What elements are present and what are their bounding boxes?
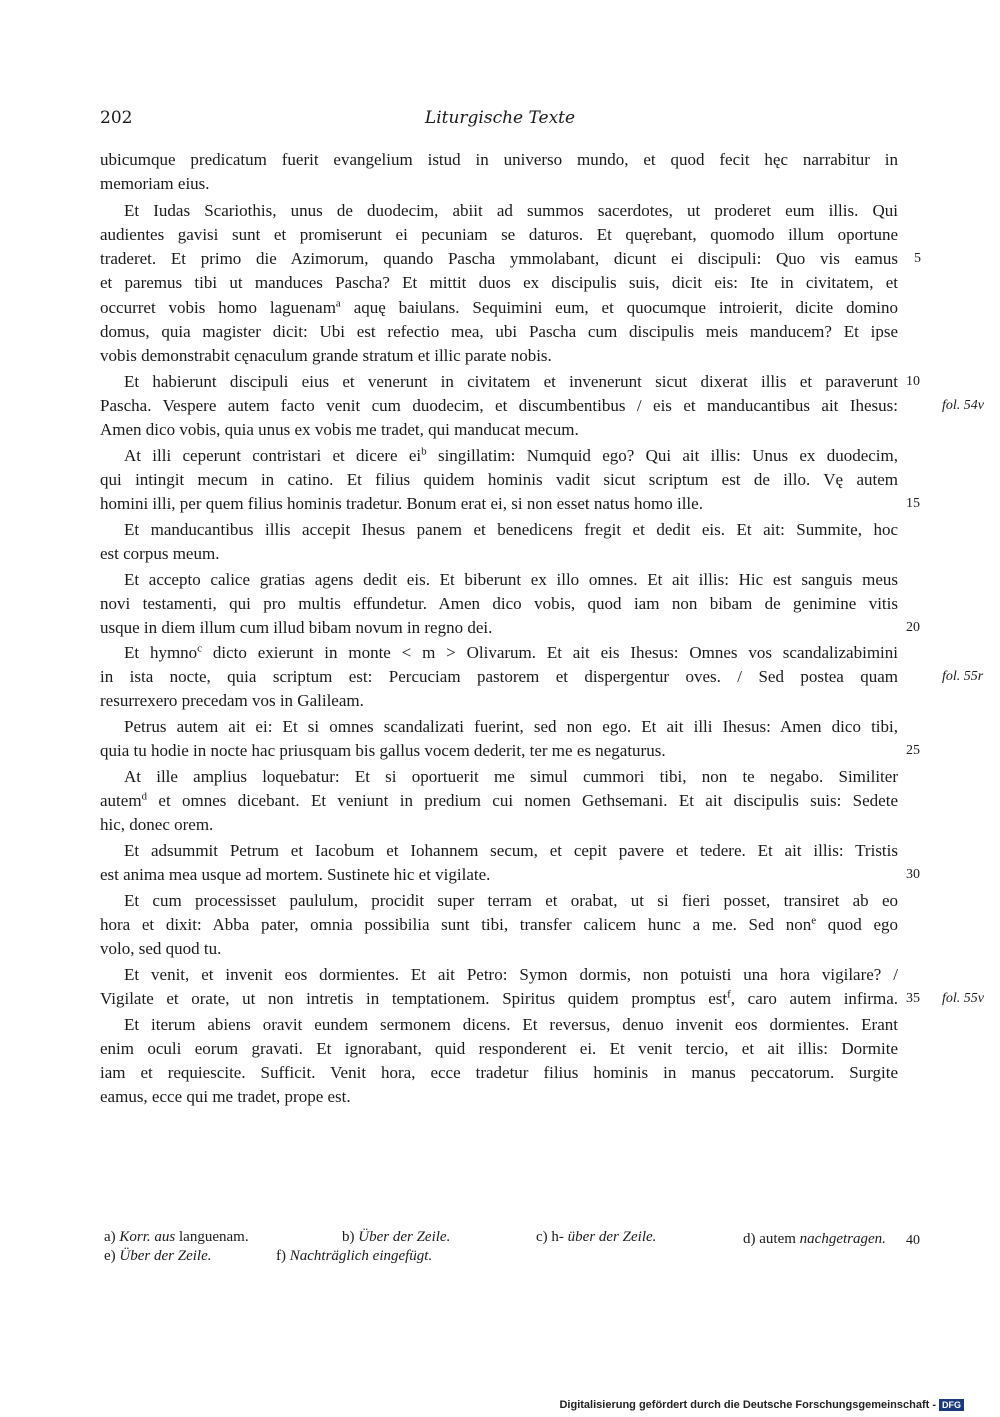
text-line: est anima mea usque ad mortem. Sustinete hic et vigilate. xyxy=(100,865,491,884)
text-line: novi testamenti, qui pro multis effundetur. Amen dico vobis, quod iam non bibam de genimine vitis xyxy=(100,594,898,613)
funding-footer: Digitalisierung gefördert durch die Deutsche Forschungsgemeinschaft - DFG xyxy=(559,1399,964,1411)
line-number: 5 xyxy=(914,251,921,266)
text-line: domus, quia magister dicit: Ubi est refectio mea, ubi Pascha cum discipulis meis manducem? Et ipse xyxy=(100,322,898,341)
text-line: in ista nocte, quia scriptum est: Percuciam pastorem et dispergentur oves. / Sed postea quam xyxy=(100,667,898,686)
text-line: Petrus autem ait ei: Et si omnes scandalizati fuerint, sed non ego. Et ait illi Ihesus: Amen dico tibi, xyxy=(124,717,898,736)
text-line: Amen dico vobis, quia unus ex vobis me tradet, qui manducat mecum. xyxy=(100,420,579,439)
footnote-f: f) Nachträglich eingefügt. xyxy=(276,1248,433,1264)
text-line: audientes gavisi sunt et promiserunt ei pecuniam se daturos. Et quęrebant, quomodo illum oportune xyxy=(100,225,898,244)
text-line: Pascha. Vespere autem facto venit cum duodecim, et discumbentibus / eis et manducantibus ait Ihesus: xyxy=(100,396,898,415)
line-number: 30 xyxy=(906,867,920,882)
text-line: ubicumque predicatum fuerit evangelium istud in universo mundo, et quod fecit hęc narrabitur in xyxy=(100,150,898,169)
page-number: 202 xyxy=(100,108,133,128)
text-line: traderet. Et primo die Azimorum, quando Pascha ymmolabant, dicunt ei discipuli: Quo vis eamus xyxy=(100,249,898,268)
footnote-c: c) h- über der Zeile. xyxy=(536,1229,657,1245)
footnote-d: d) autem nachgetragen. xyxy=(743,1231,886,1247)
text-line: et paremus tibi ut manduces Pascha? Et mittit duos ex discipulis suis, dicit eis: Ite in civitatem, et xyxy=(100,273,898,292)
text-line: Et hymno$^c$ dicto exierunt in monte < m > Olivarum. Et ait eis Ihesus: Omnes vos scandalizabimini xyxy=(124,642,898,662)
footnote-marker: b xyxy=(421,445,427,458)
text-line: At illi ceperunt contristari et dicere $ei^b$ singillatim: Numquid ego? Qui ait illis: Unus ex duodecim, xyxy=(124,445,898,465)
text-line: At ille amplius loquebatur: Et si oportuerit me simul cummori tibi, non te negabo. Similiter xyxy=(124,767,898,786)
line-number: 35 xyxy=(906,991,920,1006)
line-number: 40 xyxy=(906,1233,920,1248)
line-number: 10 xyxy=(906,374,920,389)
text-line: Vigilate et orate, ut non intretis in temptationem. Spiritus quidem promptus est$^f$, caro autem infirma. xyxy=(100,988,898,1008)
text-line: homini illi, per quem filius hominis tradetur. Bonum erat ei, si non esset natus homo ille. xyxy=(100,494,703,513)
footnote-marker: c xyxy=(197,642,203,655)
line-number: 25 xyxy=(906,743,920,758)
footnote-b: b) Über der Zeile. xyxy=(342,1229,451,1245)
dfg-logo: DFG xyxy=(939,1399,964,1411)
text-line: qui intingit mecum in catino. Et filius quidem hominis vadit sicut scriptum est de illo. Vę autem xyxy=(100,470,898,489)
text-line: Et adsummit Petrum et Iacobum et Iohannem secum, et cepit pavere et tedere. Et ait illis: Tristis xyxy=(124,841,898,860)
text-line: Et manducantibus illis accepit Ihesus panem et benedicens fregit et dedit eis. Et ait: Summite, hoc xyxy=(124,520,898,539)
footnote-marker: f xyxy=(727,988,731,1001)
text-line: Et Iudas Scariothis, unus de duodecim, abiit ad summos sacerdotes, ut proderet eum illis. Qui xyxy=(124,201,898,220)
text-line: resurrexero precedam vos in Galileam. xyxy=(100,691,364,710)
text-line: quia tu hodie in nocte hac priusquam bis gallus vocem dederit, ter me es negaturus. xyxy=(100,741,666,760)
text-line: vobis demonstrabit cęnaculum grande stratum et illic parate nobis. xyxy=(100,346,552,365)
footnote-marker: e xyxy=(811,914,817,927)
text-line: Et accepto calice gratias agens dedit eis. Et biberunt ex illo omnes. Et ait illis: Hic est sanguis meus xyxy=(124,570,898,589)
footnote-e: e) Über der Zeile. xyxy=(104,1248,212,1264)
footnote-marker: a xyxy=(335,297,341,310)
footnote-marker: d xyxy=(141,790,148,803)
text-line: Et cum processisset paululum, procidit super terram et orabat, ut si fieri posset, transiret ab eo xyxy=(124,891,898,910)
text-line: iam et requiescite. Sufficit. Venit hora, ecce tradetur filius hominis in manus peccatorum. Surgite xyxy=(100,1063,898,1082)
text-line: autem$^d$ et omnes dicebant. Et veniunt in predium cui nomen Gethsemani. Et ait discipulis suis: Sedete xyxy=(100,790,898,810)
folio-marker: fol. 54v xyxy=(942,398,984,413)
text-line: hora et dixit: Abba pater, omnia possibilia sunt tibi, transfer calicem hunc a me. Sed non$^e$ quod ego xyxy=(100,914,899,934)
text-line: hic, donec orem. xyxy=(100,815,214,834)
folio-marker: fol. 55v xyxy=(942,991,984,1006)
text-line: memoriam eius. xyxy=(100,174,210,193)
text-line: volo, sed quod tu. xyxy=(100,939,222,958)
text-line: Et habierunt discipuli eius et venerunt in civitatem et invenerunt sicut dixerat illis et paraverunt xyxy=(124,372,898,391)
text-line: Et venit, et invenit eos dormientes. Et ait Petro: Symon dormis, non potuisti una hora vigilare? / xyxy=(124,965,898,984)
text-line: usque in diem illum cum illud bibam novum in regno dei. xyxy=(100,618,493,637)
text-line: enim oculi eorum gravati. Et ignorabant, quid responderent ei. Et venit tercio, et ait illis: Dormite xyxy=(100,1039,898,1058)
running-title: Liturgische Texte xyxy=(424,108,576,128)
text-line: est corpus meum. xyxy=(100,544,220,563)
line-number: 15 xyxy=(906,496,920,511)
text-line: Et iterum abiens oravit eundem sermonem dicens. Et reversus, denuo invenit eos dormientes. Erant xyxy=(124,1015,898,1034)
folio-marker: fol. 55r xyxy=(942,669,984,684)
footnote-a: a) Korr. aus languenam. xyxy=(104,1229,249,1245)
text-line: occurret vobis homo laguenam$^a$ aquę baiulans. Sequimini eum, et quocumque introierit, dicite domino xyxy=(100,297,899,317)
line-number: 20 xyxy=(906,620,920,635)
text-line: eamus, ecce qui me tradet, prope est. xyxy=(100,1087,351,1106)
